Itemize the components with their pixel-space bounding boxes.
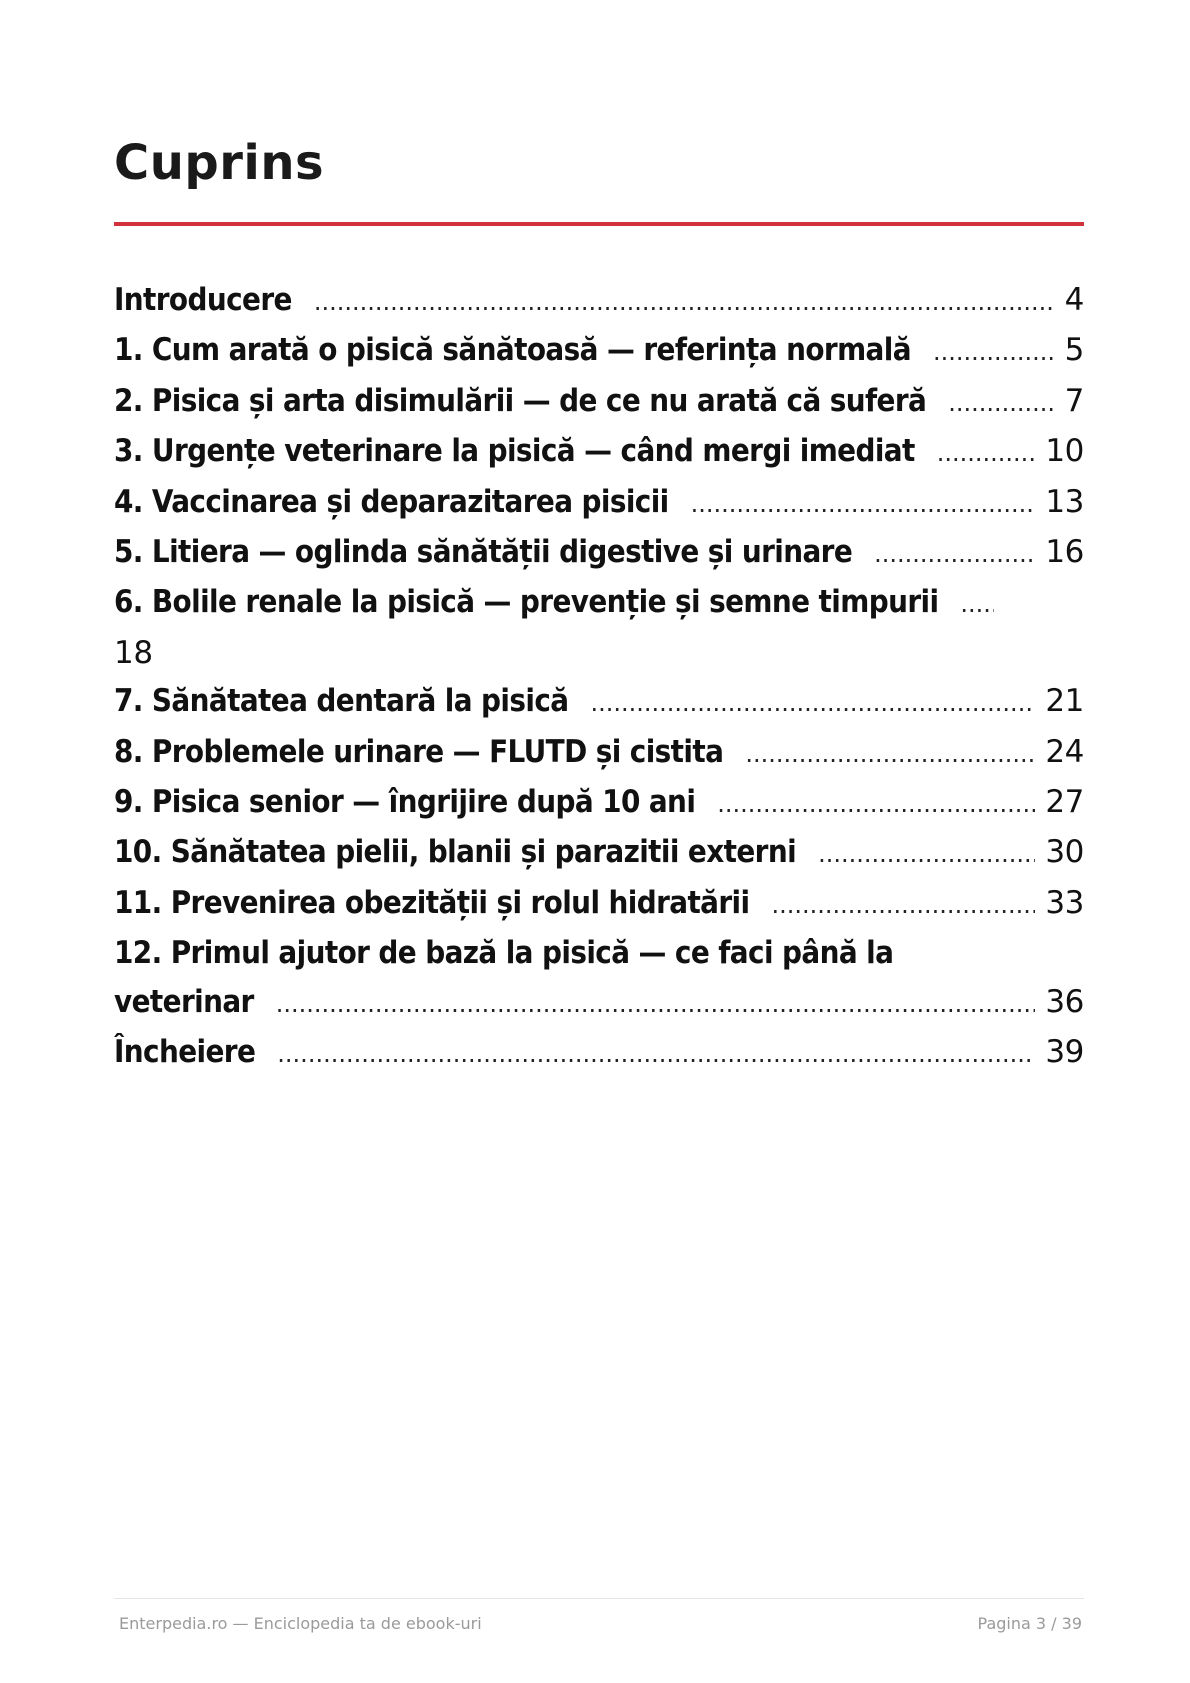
toc-entry-page: 5 <box>1064 332 1084 369</box>
toc-entry-page: 16 <box>1045 534 1084 571</box>
footer-page-number: Pagina 3 / 39 <box>977 1614 1082 1633</box>
toc-dot-leader <box>314 278 1055 326</box>
toc-entry-page: 7 <box>1064 382 1084 419</box>
toc-entry-5[interactable] <box>114 528 1084 578</box>
toc-entry-title: 2. Pisica și arta disimulării — de ce nu arată că suferă <box>114 382 927 419</box>
toc-dot-leader <box>745 730 1035 778</box>
toc-dot-leader <box>874 530 1035 578</box>
toc-entry-page: 27 <box>1045 784 1084 821</box>
toc-entry-title: 3. Urgențe veterinare la pisică — când mergi imediat <box>114 433 915 470</box>
toc-dot-leader <box>717 780 1035 828</box>
toc-entry-10[interactable] <box>114 828 1084 878</box>
toc-dot-leader <box>937 429 1036 477</box>
toc-entry-title: 9. Pisica senior — îngrijire după 10 ani <box>114 784 696 821</box>
toc-entry-page: 36 <box>1045 983 1084 1020</box>
footer-site-name: Enterpedia.ro — Enciclopedia ta de ebook-uri <box>119 1614 482 1633</box>
toc-entry-11[interactable] <box>114 879 1084 929</box>
toc-entry-8[interactable] <box>114 728 1084 778</box>
toc-entry-page: 18 <box>114 634 153 671</box>
toc-entry-page: 24 <box>1045 733 1084 770</box>
title-divider <box>114 222 1084 226</box>
toc-entry-7[interactable] <box>114 677 1084 727</box>
toc-entry-title: 10. Sănătatea pielii, blanii și parazitii externi <box>114 834 797 871</box>
toc-entry-title-line1: 12. Primul ajutor de bază la pisică — ce faci până la <box>114 935 894 972</box>
toc-dot-leader <box>276 980 1036 1028</box>
toc-entry-page: 30 <box>1045 834 1084 871</box>
toc-entry-title: 7. Sănătatea dentară la pisică <box>114 683 569 720</box>
toc-dot-leader <box>277 1030 1035 1078</box>
toc-entry-6[interactable] <box>114 578 1084 677</box>
toc-entry-12[interactable] <box>114 929 1084 1028</box>
toc-entry-title: 11. Prevenirea obezității și rolul hidratării <box>114 884 750 921</box>
toc-entry-title-line2: veterinar <box>114 983 254 1020</box>
toc-entry-incheiere[interactable] <box>114 1028 1084 1078</box>
toc-dot-leader <box>960 580 994 628</box>
toc-entry-title: 1. Cum arată o pisică sănătoasă — referința normală <box>114 332 911 369</box>
table-of-contents <box>114 276 1084 1079</box>
toc-entry-page: 33 <box>1045 884 1084 921</box>
toc-entry-page: 4 <box>1064 282 1084 318</box>
toc-entry-page: 21 <box>1045 683 1084 720</box>
toc-entry-1[interactable] <box>114 326 1084 376</box>
toc-entry-title: Încheiere <box>114 1034 256 1071</box>
toc-entry-title: 5. Litiera — oglinda sănătății digestive și urinare <box>114 534 853 571</box>
toc-dot-leader <box>590 679 1035 727</box>
toc-entry-title: 6. Bolile renale la pisică — prevenție și semne timpurii <box>114 584 939 621</box>
toc-entry-3[interactable] <box>114 427 1084 477</box>
toc-entry-page: 39 <box>1045 1034 1084 1071</box>
toc-entry-page: 13 <box>1045 483 1084 520</box>
toc-entry-introducere[interactable] <box>114 276 1084 326</box>
toc-entry-title: Introducere <box>114 282 292 318</box>
toc-dot-leader <box>818 830 1035 878</box>
toc-entry-2[interactable] <box>114 377 1084 427</box>
toc-entry-9[interactable] <box>114 778 1084 828</box>
toc-entry-page: 10 <box>1045 433 1084 470</box>
toc-dot-leader <box>771 881 1035 929</box>
footer-divider <box>114 1598 1084 1599</box>
toc-dot-leader <box>948 379 1054 427</box>
toc-entry-4[interactable] <box>114 478 1084 528</box>
toc-dot-leader <box>933 328 1055 376</box>
toc-entry-title: 8. Problemele urinare — FLUTD și cistita <box>114 733 724 770</box>
page-title: Cuprins <box>114 135 325 191</box>
toc-dot-leader <box>691 480 1036 528</box>
toc-entry-title: 4. Vaccinarea și deparazitarea pisicii <box>114 483 669 520</box>
